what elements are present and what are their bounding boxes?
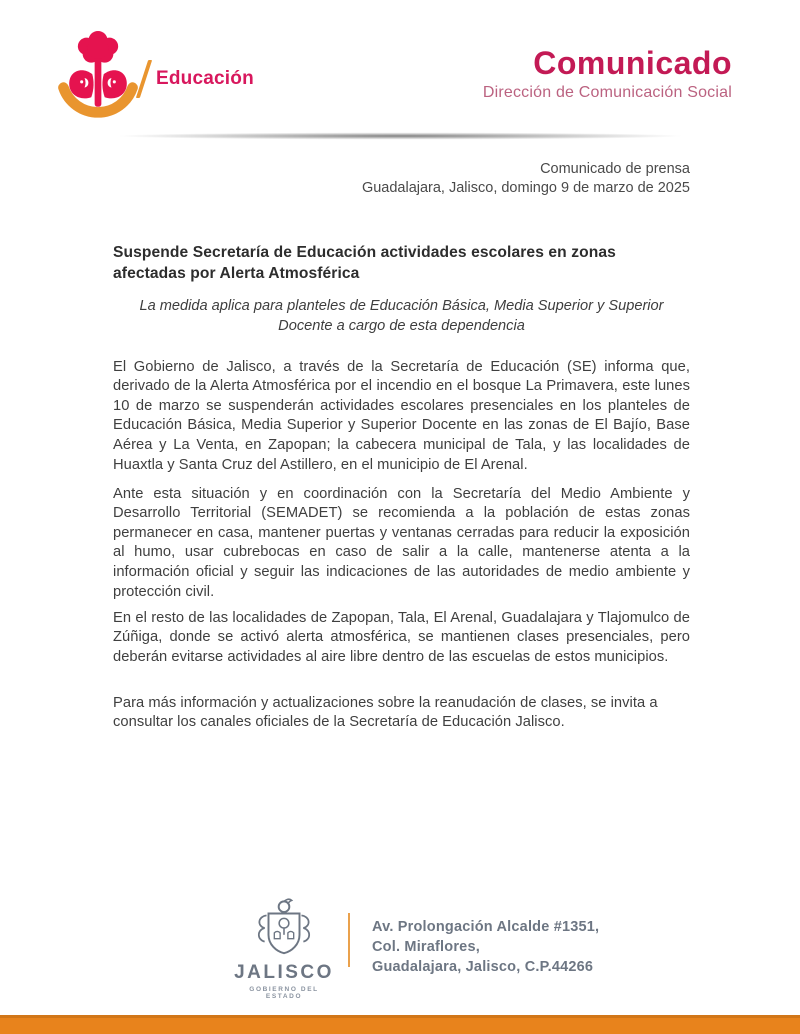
document-title: Comunicado xyxy=(533,45,732,81)
address-line: Col. Miraflores, xyxy=(372,939,480,955)
educacion-flower-logo-icon xyxy=(50,28,146,128)
document-subtitle: Dirección de Comunicación Social xyxy=(482,84,732,102)
press-meta-dateline: Guadalajara, Jalisco, domingo 9 de marzo de 2025 xyxy=(361,180,690,196)
footer-brand-sub: GOBIERNO DEL ESTADO xyxy=(249,986,319,1000)
press-meta-type: Comunicado de prensa xyxy=(540,161,690,177)
address-line: Guadalajara, Jalisco, C.P.44266 xyxy=(372,959,594,975)
brand-educacion xyxy=(142,60,254,98)
subheadline: La medida aplica para planteles de Educación Básica, Media Superior y Superior Docente a cargo de esta dependencia xyxy=(139,298,664,334)
press-meta xyxy=(362,160,690,198)
footer-vertical-divider xyxy=(348,913,350,967)
paragraph-3: En el resto de las localidades de Zapopan, Tala, El Arenal, Guadalajara y Tlajomulco de Zúñiga, donde se activó alerta atmosférica, se mantienen clases presenciales, pero deberán evitarse actividades al aire libre dentro de las escuelas de estos municipios. xyxy=(113,609,690,665)
header-shadow-divider xyxy=(18,131,782,141)
address-line: Av. Prolongación Alcalde #1351, xyxy=(372,919,600,935)
footer-brand: JALISCO xyxy=(234,962,334,983)
jalisco-coat-of-arms-icon xyxy=(230,898,338,1000)
footer-address xyxy=(372,917,599,977)
paragraph-1: El Gobierno de Jalisco, a través de la Secretaría de Educación (SE) informa que, derivado de la Alerta Atmosférica por el incendio en el bosque La Primavera, este lunes 10 de marzo se suspenderán actividades escolares presenciales en los planteles de Educación Básica, Media Superior y Superior Docente en las zonas de El Bajío, Base Aérea y La Venta, en Zapopan; la cabecera municipal de Tala, y las localidades de Huaxtla y Santa Cruz del Astillero, en el municipio de El Arenal. xyxy=(113,358,690,473)
headline: Suspende Secretaría de Educación actividades escolares en zonas afectadas por Alerta Atmosférica xyxy=(113,244,616,282)
paragraph-4: Para más información y actualizaciones sobre la reanudación de clases, se invita a consultar los canales oficiales de la Secretaría de Educación Jalisco. xyxy=(113,694,658,731)
paragraph-2: Ante esta situación y en coordinación con la Secretaría del Medio Ambiente y Desarrollo Territorial (SEMADET) se recomienda a la población de estas zonas permanecer en casa, mantener puertas y ventanas cerradas para reducir la exposición al humo, usar cubrebocas en caso de salir a la calle, mantenerse atenta a la información oficial y seguir las indicaciones de las autoridades de medio ambiente y protección civil. xyxy=(113,485,690,600)
brand-label: Educación xyxy=(156,68,254,89)
document-title-block xyxy=(483,46,732,102)
bottom-orange-bar xyxy=(0,1015,800,1034)
